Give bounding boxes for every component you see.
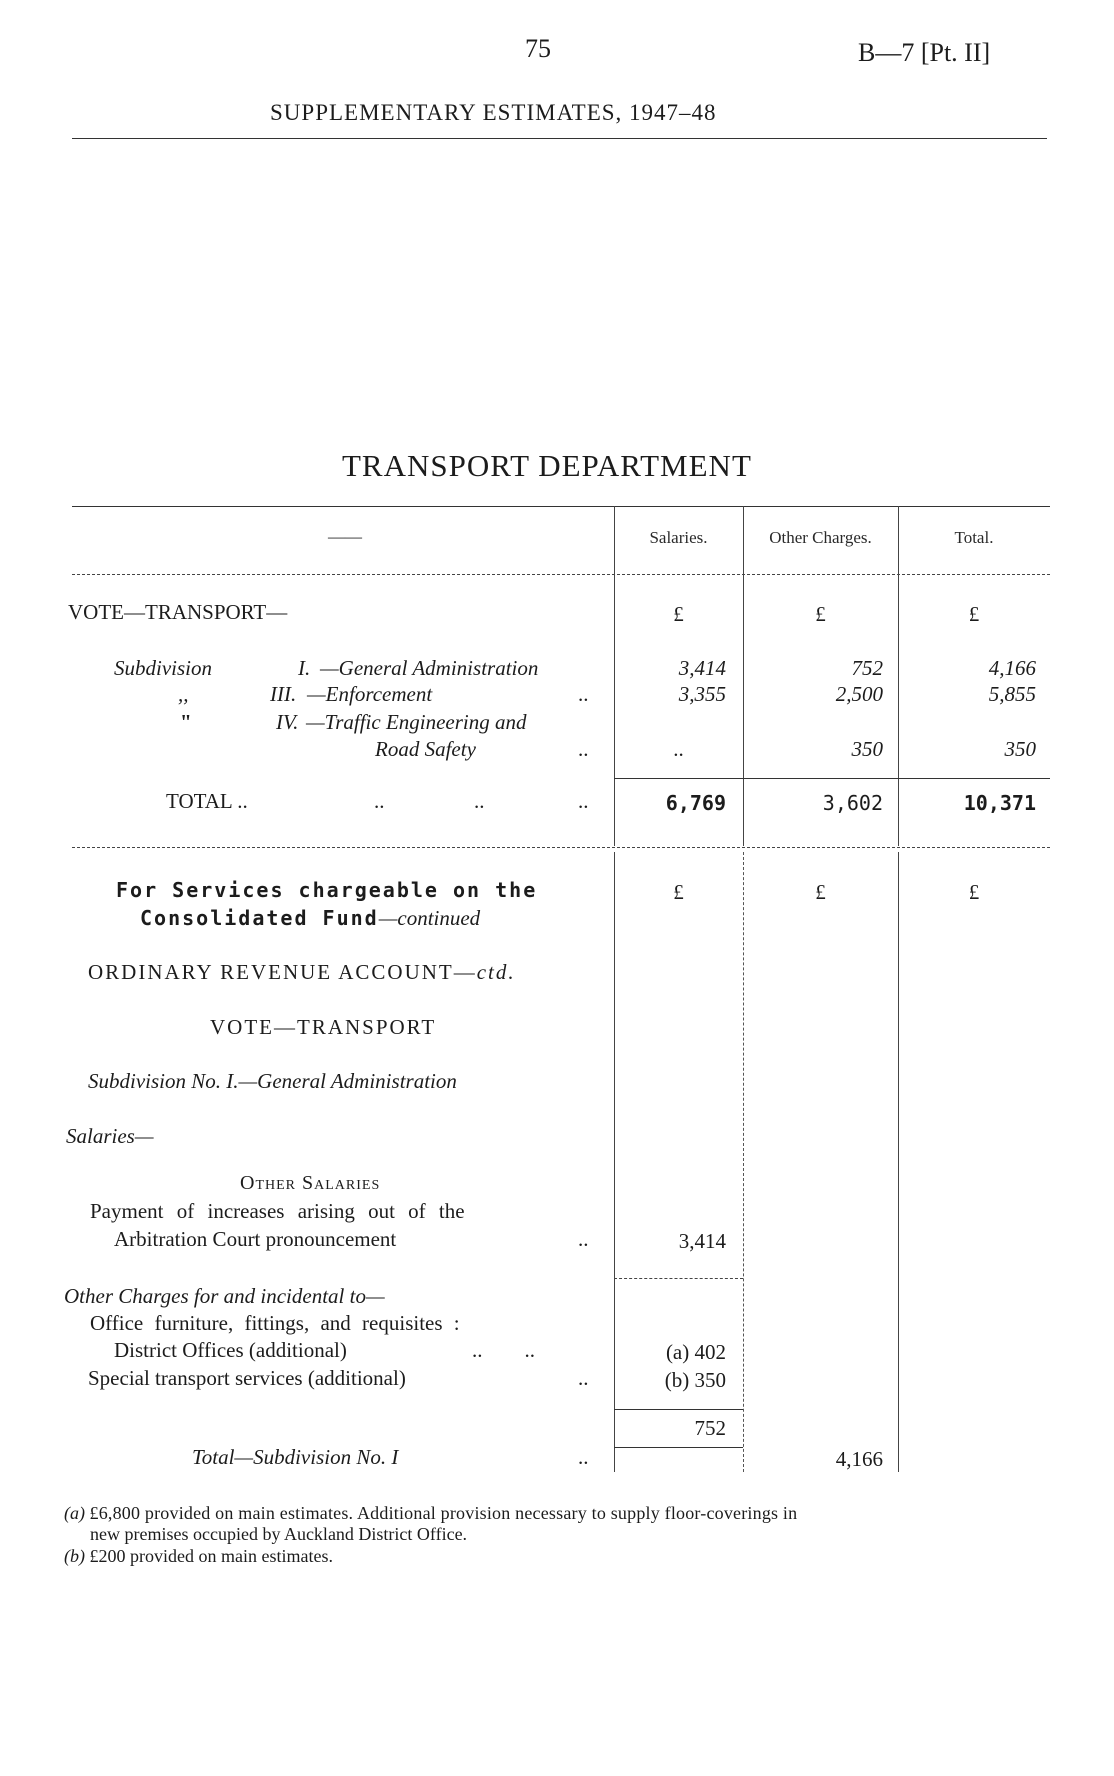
row-1-salaries: 3,414 <box>678 656 726 680</box>
header-description: —— <box>328 527 362 546</box>
special-amount: (b) 350 <box>664 1368 726 1392</box>
detail-heading-line1: For Services chargeable on the <box>116 878 538 902</box>
total-salaries: 6,769 <box>665 791 726 815</box>
row-3-numeral: IV. <box>276 710 299 734</box>
payment-amount: 3,414 <box>678 1229 726 1253</box>
currency-salaries: £ <box>673 602 684 626</box>
detail-currency-total: £ <box>968 880 980 904</box>
row-2-other: 2,500 <box>835 682 883 706</box>
payment-line-1: Payment of increases arising out of the <box>90 1199 465 1223</box>
payment-line-2: Arbitration Court pronouncement <box>114 1227 397 1251</box>
detail-divider-3 <box>898 852 899 1472</box>
row-3-prefix: " <box>180 710 192 734</box>
detail-subdivision: Subdivision No. I.—General Administration <box>88 1069 457 1093</box>
total-grand: 10,371 <box>963 791 1036 815</box>
currency-other: £ <box>815 602 826 626</box>
row-1-numeral: I. <box>298 656 311 680</box>
totals-top-rule <box>614 778 1050 779</box>
subtotal-bottom-rule <box>614 1447 743 1448</box>
special-leader: .. <box>578 1366 589 1390</box>
summary-bottom-rule <box>72 847 1050 848</box>
detail-vote: VOTE—TRANSPORT <box>210 1015 437 1039</box>
header-total: Total. <box>954 528 994 547</box>
detail-heading-continued: —continued <box>378 906 481 930</box>
row-3-total: 350 <box>1004 737 1036 761</box>
row-1-prefix: Subdivision <box>114 656 212 680</box>
footnote-b-mark: (b) <box>64 1546 85 1566</box>
other-salaries-heading: Other Salaries <box>240 1172 381 1194</box>
detail-divider-2 <box>743 852 744 1472</box>
page-title: SUPPLEMENTARY ESTIMATES, 1947–48 <box>270 100 717 125</box>
row-3-salaries: .. <box>673 737 684 761</box>
row-3-name-line2: Road Safety <box>375 737 476 761</box>
district-line: District Offices (additional) <box>114 1338 347 1362</box>
subtotal-top-rule <box>614 1409 743 1410</box>
row-2-leader: .. <box>578 682 589 706</box>
total-label: TOTAL .. <box>166 789 248 813</box>
account-heading-suffix: ctd. <box>476 960 516 984</box>
footnote-b-line1: £200 provided on main estimates. <box>89 1546 333 1566</box>
row-2-name: —Enforcement <box>307 682 433 706</box>
vote-label: VOTE—TRANSPORT— <box>68 600 288 624</box>
salaries-rule <box>614 1278 743 1279</box>
subdivision-total-label: Total—Subdivision No. I <box>192 1445 399 1469</box>
header-bottom-rule <box>72 574 1050 575</box>
account-heading: ORDINARY REVENUE ACCOUNT— <box>88 960 477 984</box>
header-rule <box>72 138 1047 139</box>
row-1-total: 4,166 <box>988 656 1036 680</box>
footnote-a-line1: £6,800 provided on main estimates. Additional provision necessary to supply floor-coverings in <box>89 1503 798 1523</box>
total-leader-3: .. <box>578 789 589 813</box>
total-other: 3,602 <box>822 791 883 815</box>
header-other-charges: Other Charges. <box>769 528 872 547</box>
table-top-rule <box>72 506 1050 507</box>
salaries-heading: Salaries— <box>66 1124 154 1148</box>
footnote-a-mark: (a) <box>64 1503 85 1523</box>
subdivision-total-leader: .. <box>578 1445 589 1469</box>
detail-currency-other: £ <box>815 880 826 904</box>
subdivision-total-amount: 4,166 <box>835 1447 883 1471</box>
row-1-other: 752 <box>851 656 883 680</box>
total-leader-1: .. <box>374 789 385 813</box>
footnote-a-line2: new premises occupied by Auckland District Office. <box>90 1524 468 1544</box>
row-2-salaries: 3,355 <box>678 682 726 706</box>
subtotal-amount: 752 <box>694 1416 726 1440</box>
header-salaries: Salaries. <box>649 528 708 547</box>
document-reference: B—7 [Pt. II] <box>858 38 991 67</box>
detail-currency-salaries: £ <box>673 880 684 904</box>
detail-heading-consolidated: Consolidated Fund <box>140 906 379 930</box>
row-2-numeral: III. <box>270 682 297 706</box>
total-leader-2: .. <box>474 789 485 813</box>
department-title: TRANSPORT DEPARTMENT <box>342 448 752 483</box>
district-amount: (a) 402 <box>665 1340 726 1364</box>
row-3-leader: .. <box>578 737 589 761</box>
row-3-name: —Traffic Engineering and <box>306 710 527 734</box>
special-line: Special transport services (additional) <box>88 1366 406 1390</box>
page-number: 75 <box>525 34 551 63</box>
row-2-prefix: ,, <box>178 682 189 706</box>
row-3-other: 350 <box>851 737 883 761</box>
district-leaders: .. .. <box>472 1338 535 1362</box>
row-1-name: —General Administration <box>320 656 539 680</box>
office-line: Office furniture, fittings, and requisites : <box>90 1311 460 1335</box>
currency-total: £ <box>968 602 980 626</box>
payment-leader: .. <box>578 1227 589 1251</box>
other-charges-heading: Other Charges for and incidental to— <box>64 1284 385 1308</box>
row-2-total: 5,855 <box>988 682 1036 706</box>
